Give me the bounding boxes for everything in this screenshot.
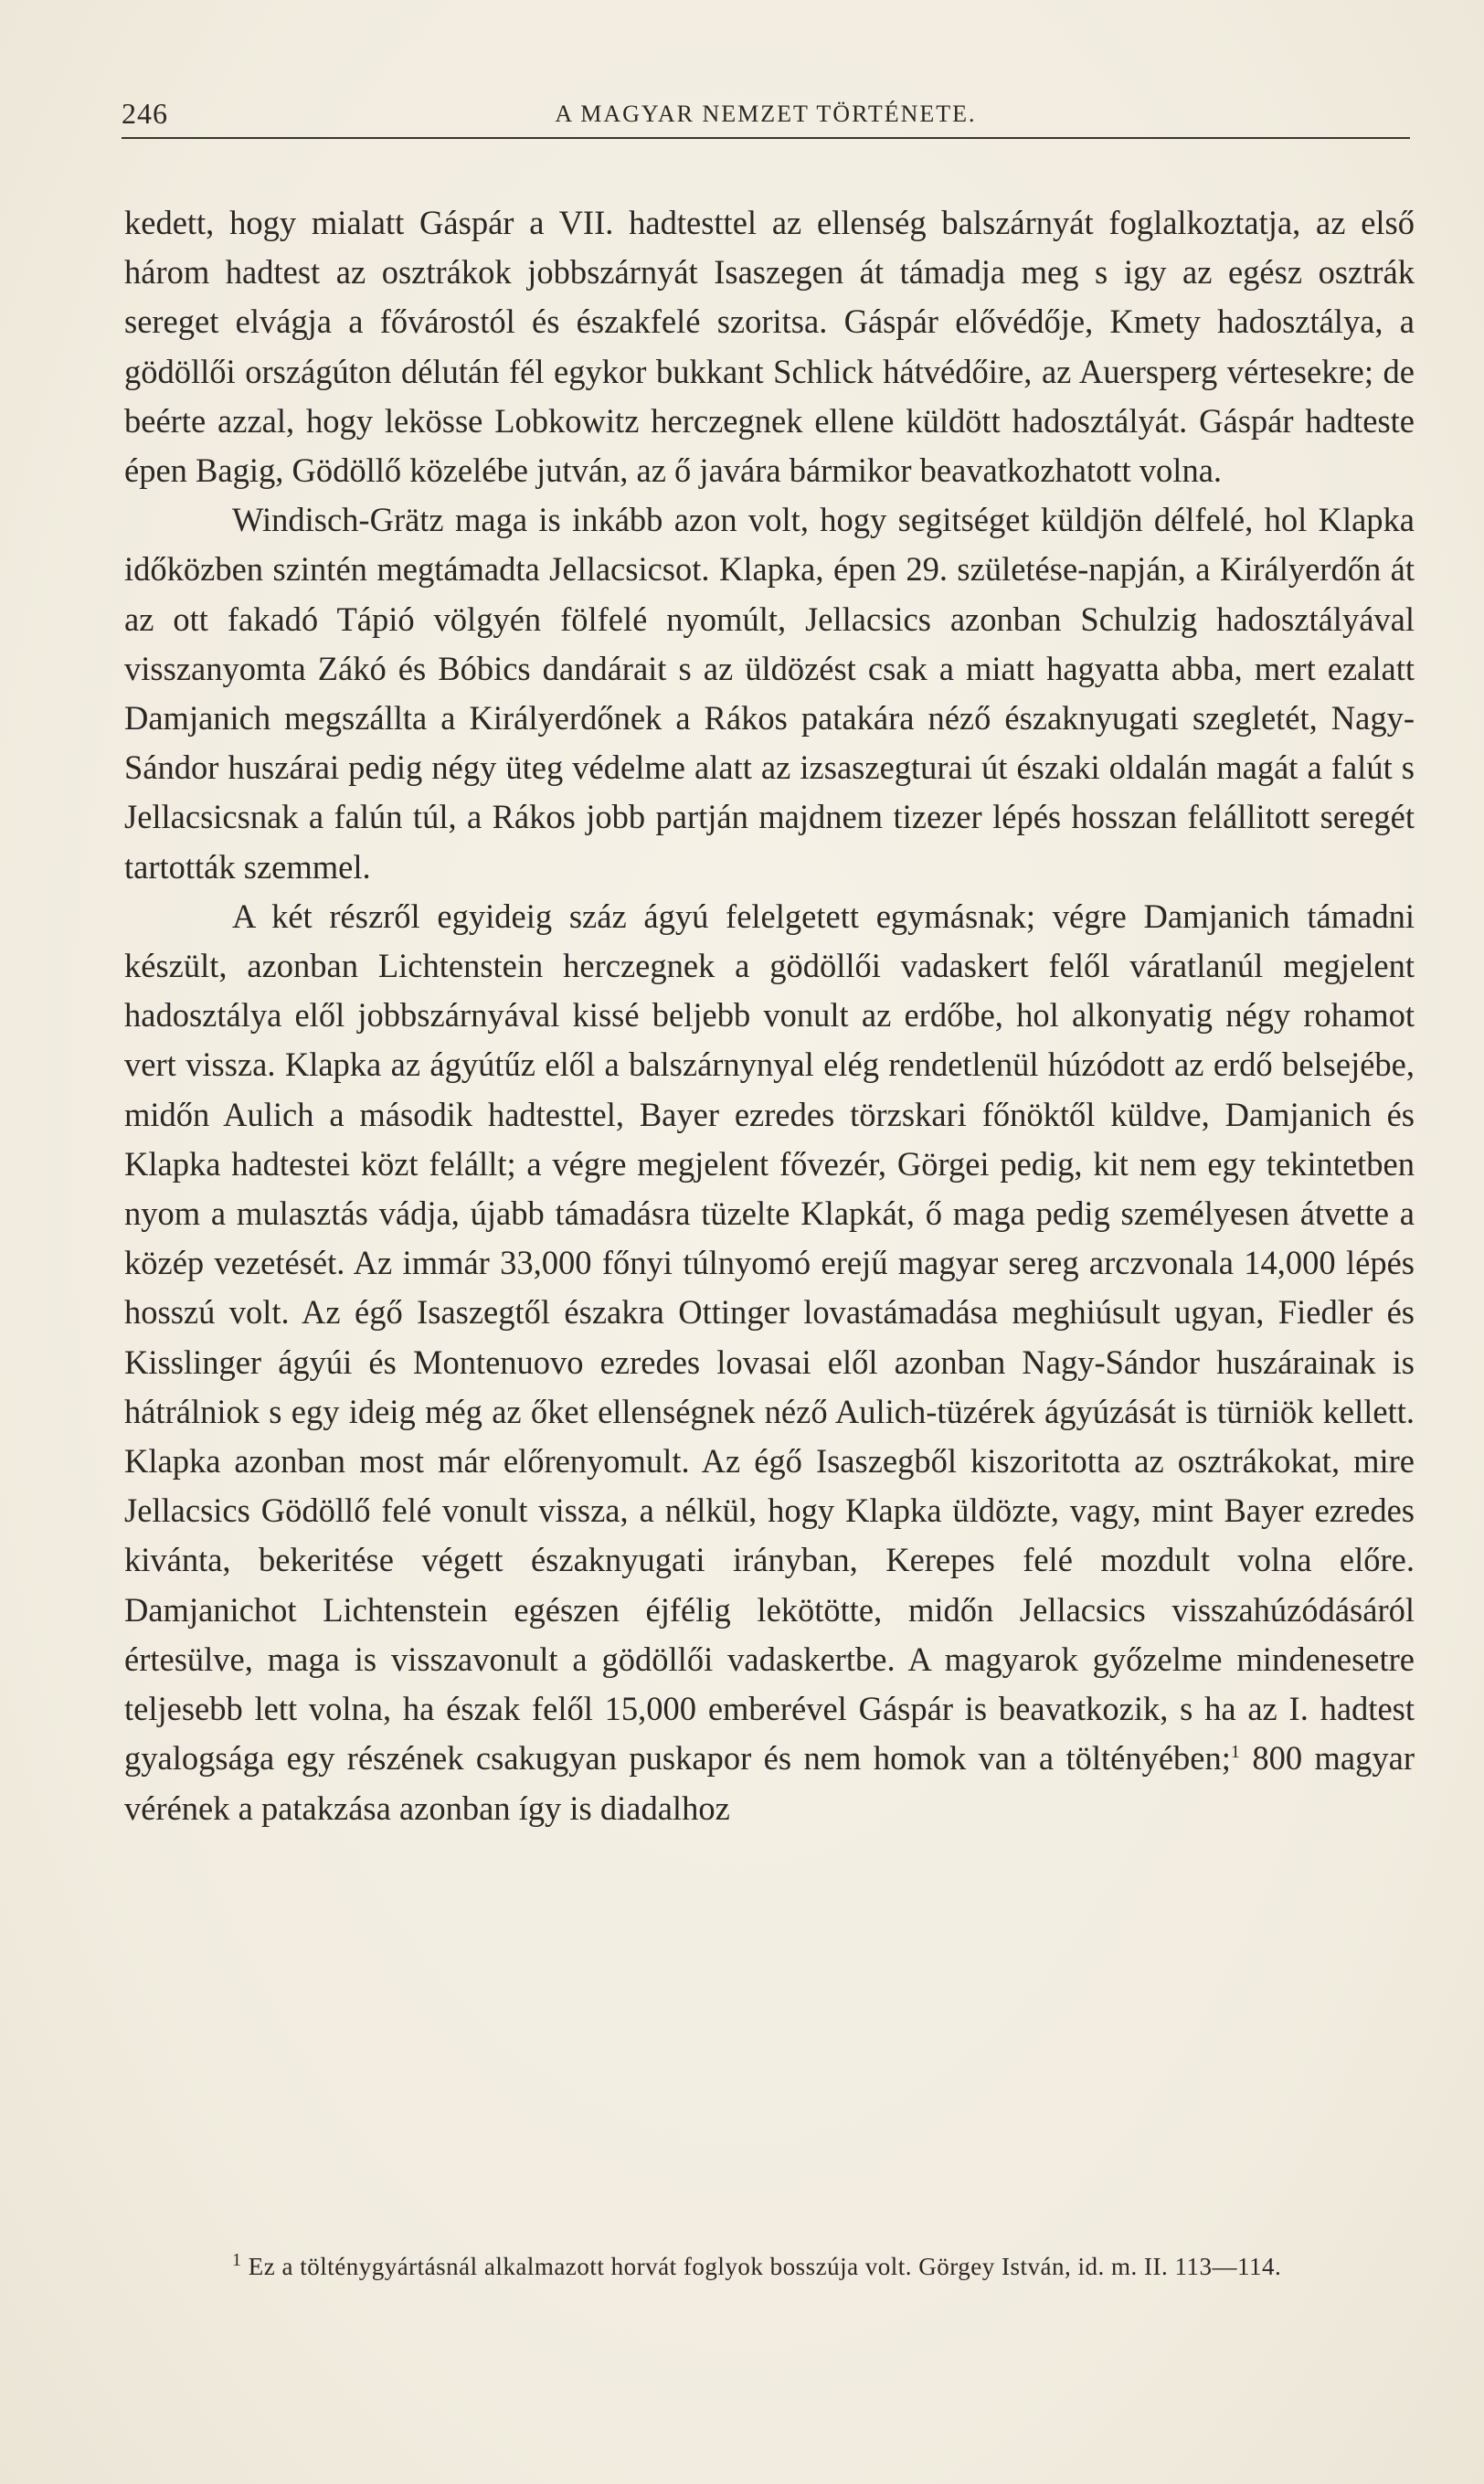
paragraph-3 <box>124 892 1415 1833</box>
footnote-1 <box>124 2246 1415 2287</box>
footnote-marker: 1 <box>232 2250 242 2270</box>
paragraph-3-tail: 800 magyar vérének a patakzása azonban így is diadalhoz <box>124 1739 1415 1827</box>
footnote-text: Ez a tölténygyártásnál alkalmazott horvát foglyok bosszúja volt. Görgey István, id. m. II. 113—114. <box>241 2253 1282 2280</box>
paragraph-2-text: Windisch-Grätz maga is inkább azon volt, hogy segitséget küldjön délfelé, hol Klapka időközben szintén megtámadta Jellacsicsot. Klapka, épen 29. születése-napján, a Királyerdőn át az ott fakadó Tápió völgyén fölfelé nyomúlt, Jellacsics azonban Schulzig hadosztályával visszanyomta Zákó és Bóbics dandárait s az üldözést csak a miatt hagyatta abba, mert ezalatt Damjanich megszállta a Királyerdőnek a Rákos patakára néző északnyugati szegletét, Nagy-Sándor huszárai pedig négy üteg védelme alatt az izsaszegturai út északi oldalán magát a falút s Jellacsicsnak a falún túl, a Rákos jobb partján majdnem tizezer lépés hosszan felállitott seregét tartották szemmel. <box>124 501 1415 886</box>
paragraph-1 <box>124 198 1415 495</box>
running-title: A MAGYAR NEMZET TÖRTÉNETE. <box>555 101 977 127</box>
page-number: 246 <box>122 97 168 130</box>
footnotes <box>124 2246 1415 2287</box>
paragraph-3-text: A két részről egyideig száz ágyú felelgetett egymásnak; végre Damjanich támadni készült, azonban Lichtenstein herczegnek a gödöllői vadaskert felől váratlanúl megjelent hadosztálya elől jobbszárnyával kissé beljebb vonult az erdőbe, hol alkonyatig négy rohamot vert vissza. Klapka az ágyútűz elől a balszárnynyal elég rendetlenül húzódott az erdő belsejébe, midőn Aulich a második hadtesttel, Bayer ezredes törzskari főnöktől küldve, Damjanich és Klapka hadtestei közt felállt; a végre megjelent fővezér, Görgei pedig, kit nem egy tekintetben nyom a mulasztás vádja, újabb támadásra tüzelte Klapkát, ő maga pedig személyesen átvette a közép vezetését. Az immár 33,000 főnyi túlnyomó erejű magyar sereg arczvonala 14,000 lépés hosszú volt. Az égő Isaszegtől északra Ottinger lovastámadása meghiúsult ugyan, Fiedler és Kisslinger ágyúi és Montenuovo ezredes lovasai elől azonban Nagy-Sándor huszárainak is hátrálniok s egy ideig még az őket ellenségnek néző Aulich-tüzérek ágyúzását is türniök kellett. Klapka azonban most már előrenyomult. Az égő Isaszegből kiszoritotta az osztrákokat, mire Jellacsics Gödöllő felé vonult vissza, a nélkül, hogy Klapka üldözte, vagy, mint Bayer ezredes kivánta, bekeritése végett északnyugati irányban, Kerepes felé mozdult volna előre. Damjanichot Lichtenstein egészen éjfélig lekötötte, midőn Jellacsics visszahúzódásáról értesülve, maga is visszavonult a gödöllői vadaskertbe. A magyarok győzelme mindenesetre teljesebb lett volna, ha észak felől 15,000 emberével Gáspár is beavatkozik, s ha az I. hadtest gyalogsága egy részének csakugyan puskapor és nem homok van a töltényében; <box>124 897 1415 1778</box>
page-header <box>122 91 1410 139</box>
paragraph-2 <box>124 495 1415 892</box>
footnote-reference[interactable]: 1 <box>1230 1742 1240 1763</box>
paragraph-1-text: kedett, hogy mialatt Gáspár a VII. hadtesttel az ellenség balszárnyát foglalkoztatja, az első három hadtest az osztrákok jobbszárnyát Isaszegen át támadja meg s igy az egész osztrák sereget elvágja a fővárostól és északfelé szoritsa. Gáspár elővédője, Kmety hadosztálya, a gödöllői országúton délután fél egykor bukkant Schlick hátvédőire, az Auersperg vértesekre; de beérte azzal, hogy lekösse Lobkowitz herczegnek ellene küldött hadosztályát. Gáspár hadteste épen Bagig, Gödöllő közelébe jutván, az ő javára bármikor beavatkozhatott volna. <box>124 204 1415 490</box>
body-text <box>124 198 1415 1833</box>
